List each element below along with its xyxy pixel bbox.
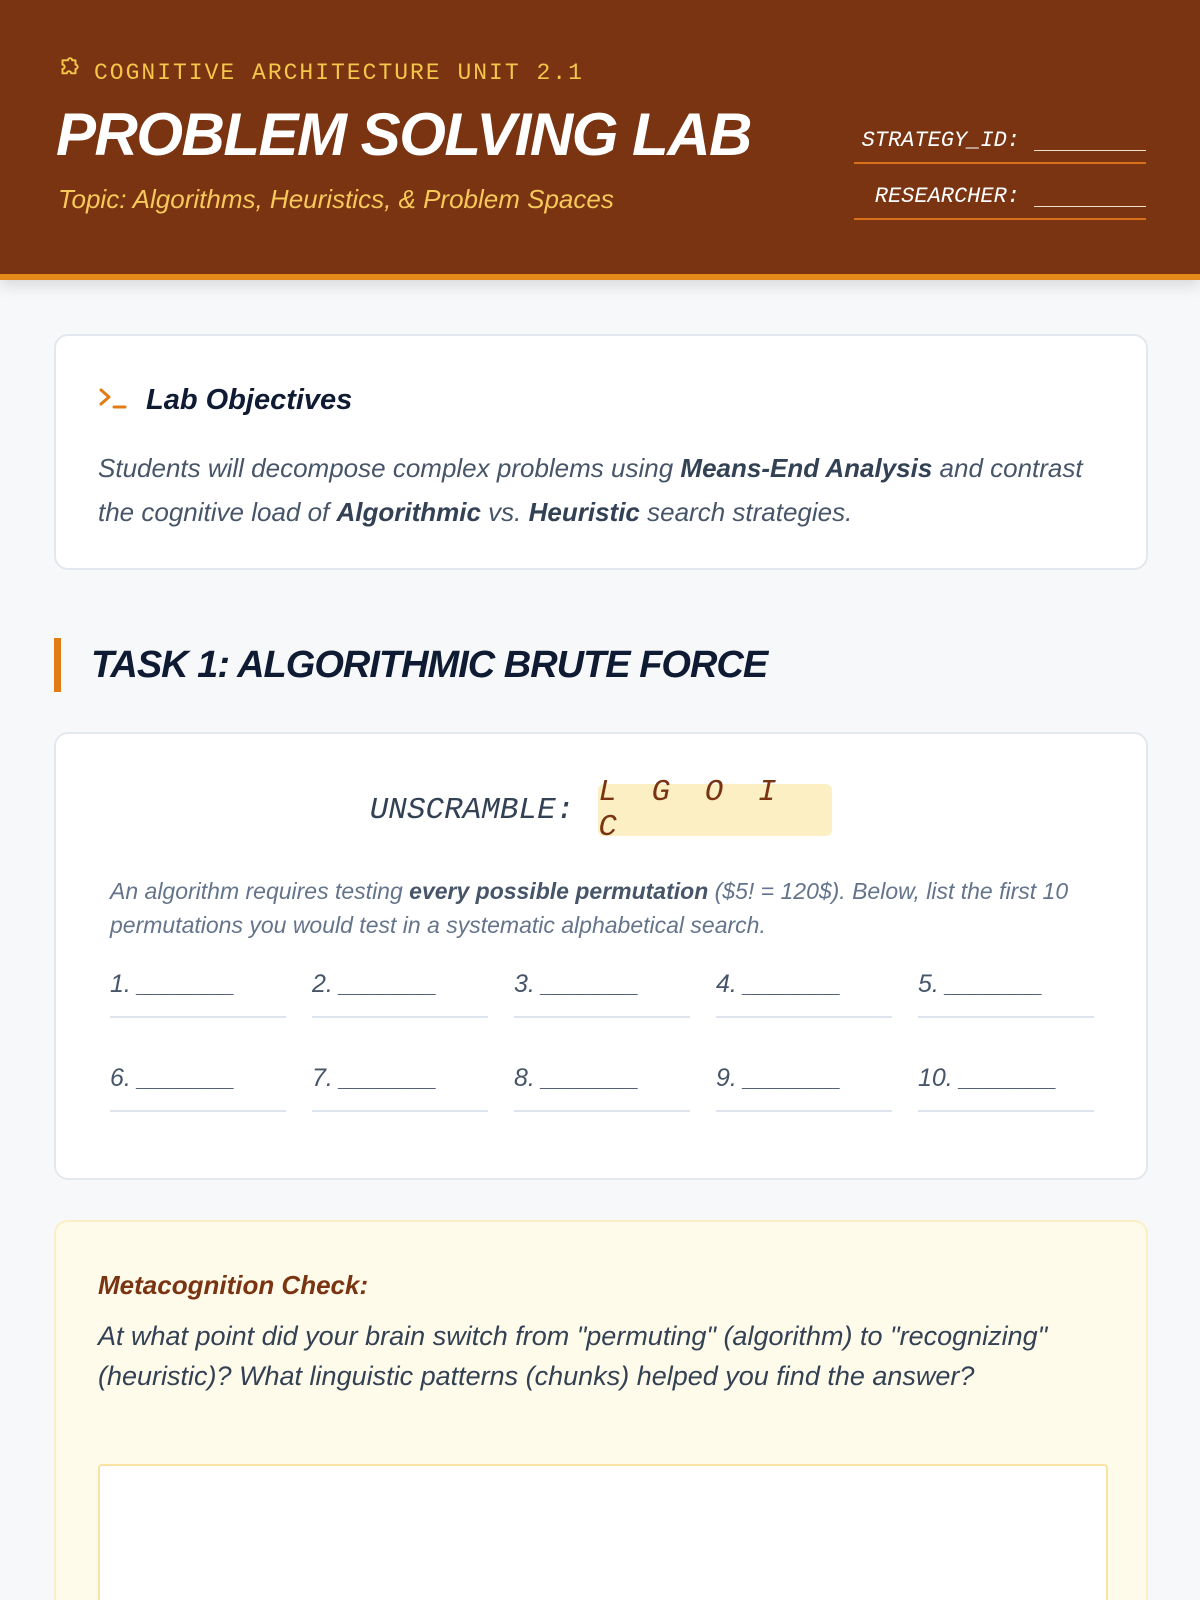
instruction-part: An algorithm requires testing	[110, 878, 410, 904]
terminal-prompt-icon	[98, 385, 128, 416]
unit-kicker	[56, 56, 584, 89]
strategy-id-blank[interactable]	[1034, 129, 1146, 151]
metacognition-title: Metacognition Check:	[98, 1270, 369, 1300]
term-heuristic: Heuristic	[528, 497, 640, 527]
permutation-slot[interactable]: 10. _______	[918, 1050, 1094, 1112]
task1-heading	[54, 638, 767, 692]
task1-card	[54, 732, 1148, 1180]
researcher-field[interactable]	[854, 180, 1146, 220]
metacognition-answer-box[interactable]	[98, 1464, 1108, 1600]
permutation-slot[interactable]: 2. _______	[312, 956, 488, 1018]
objectives-text-part: and contrast the cognitive load of	[98, 453, 1083, 527]
objectives-text-part: Students will decompose complex problems using	[98, 453, 681, 483]
strategy-id-label: STRATEGY_ID:	[861, 127, 1020, 153]
objectives-title: Lab Objectives	[146, 384, 353, 416]
page-header	[0, 0, 1200, 280]
permutation-slot[interactable]: 6. _______	[110, 1050, 286, 1112]
permutation-slot[interactable]: 4. _______	[716, 956, 892, 1018]
task1-instruction	[110, 874, 1070, 942]
topic-subtitle: Topic: Algorithms, Heuristics, & Problem Spaces	[58, 184, 614, 214]
permutation-slot[interactable]: 3. _______	[514, 956, 690, 1018]
researcher-label: RESEARCHER:	[874, 183, 1020, 209]
metacognition-card	[54, 1220, 1148, 1600]
term-means-end-analysis: Means-End Analysis	[680, 453, 933, 483]
instruction-emphasis: every possible permutation	[409, 878, 709, 904]
instruction-part: ($5! = 120$). Below, list the first 10 permutations you would test in a systematic alphabetical search.	[110, 878, 1069, 938]
unscramble-label: UNSCRAMBLE:	[369, 792, 575, 828]
strategy-id-field[interactable]	[854, 124, 1146, 164]
permutation-slot[interactable]: 5. _______	[918, 956, 1094, 1018]
task1-heading-text: TASK 1: ALGORITHMIC BRUTE FORCE	[91, 643, 768, 686]
metacognition-question: At what point did your brain switch from "permuting" (algorithm) to "recognizing" (heuristic)? What linguistic patterns (chunks) helped you find the answer?	[98, 1321, 1048, 1391]
scrambled-letters: L G O I C	[598, 784, 832, 836]
permutation-slot[interactable]: 7. _______	[312, 1050, 488, 1112]
researcher-blank[interactable]	[1034, 185, 1146, 207]
unscramble-row	[56, 775, 1146, 845]
permutation-slot[interactable]: 8. _______	[514, 1050, 690, 1112]
term-algorithmic: Algorithmic	[336, 497, 481, 527]
objectives-header	[98, 384, 352, 417]
puzzle-icon	[56, 56, 82, 89]
objectives-card	[54, 334, 1148, 570]
permutation-slot[interactable]: 1. _______	[110, 956, 286, 1018]
objectives-text-part: vs.	[480, 497, 529, 527]
objectives-text-part: search strategies.	[639, 497, 853, 527]
permutation-slot[interactable]: 9. _______	[716, 1050, 892, 1112]
page-title: PROBLEM SOLVING LAB	[56, 101, 751, 168]
kicker-text: COGNITIVE ARCHITECTURE UNIT 2.1	[94, 59, 584, 86]
objectives-text	[98, 446, 1108, 534]
